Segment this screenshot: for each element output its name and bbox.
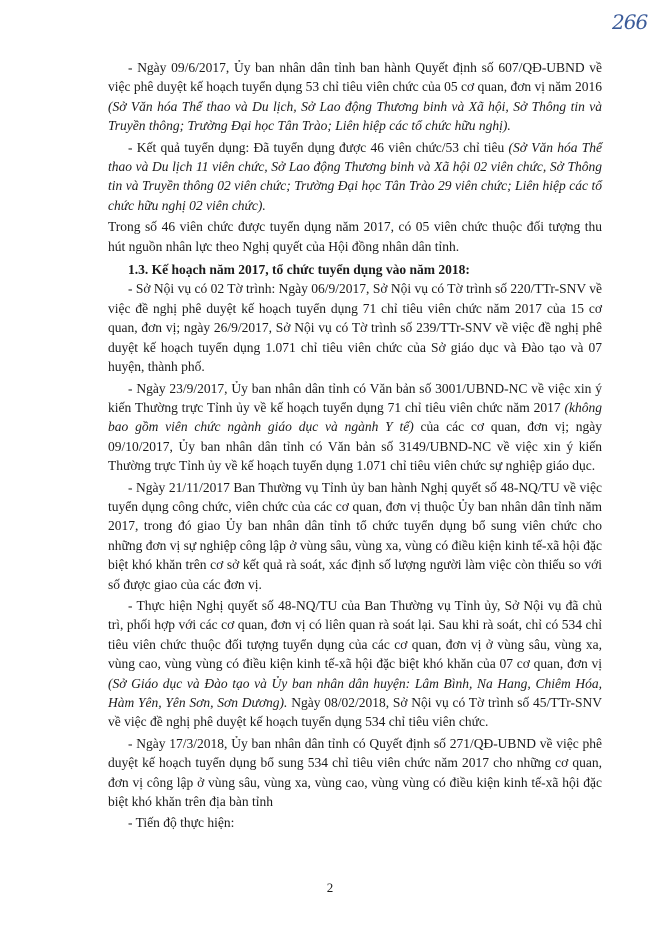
paragraph-document-3001: - Ngày 23/9/2017, Ủy ban nhân dân tỉnh có Văn bản số 3001/UBND-NC về việc xin ý kiến Thường trực Tỉnh ủy về kế hoạch tuyển dụng 71 chỉ tiêu viên chức năm 2017 (không bao gồm viên chức ngành giáo dục và ngành Y tế) của các cơ quan, đơn vị; ngày 09/10/2017, Ủy ban nhân dân tỉnh có Văn bản số 3149/UBND-NC về việc xin ý kiến Thường trực Tỉnh ủy về kế hoạch tuyển dụng 1.071 chỉ tiêu viên chức sự nghiệp giáo dục. (108, 380, 603, 474)
paragraph-recruitment-result: - Kết quả tuyển dụng: Đã tuyển dụng được 46 viên chức/53 chỉ tiêu (Sở Văn hóa Thể thao và Du lịch 11 viên chức, Sở Lao động Thương binh và Xã hội 02 viên chức, Sở Thông tin và Truyền thông 02 viên chức; Trường Đại học Tân Trào 29 viên chức; Liên hiệp các tổ chức hữu nghị 02 viên chức). (108, 139, 602, 213)
handwritten-page-number: 266 (612, 10, 648, 34)
document-body (108, 58, 602, 835)
page-number: 2 (326, 880, 334, 895)
paragraph-decision-271: - Ngày 17/3/2018, Ủy ban nhân dân tỉnh có Quyết định số 271/QĐ-UBND về việc phê duyệt kế hoạch tuyển dụng bổ sung 534 chỉ tiêu viên chức năm 2017 cho những cơ quan, đơn vị công lập ở vùng sâu, vùng xa, vùng cao, vùng vùng có điều kiện kinh tế-xã hội đặc biệt khó khăn trên địa bàn tỉnh (108, 735, 602, 810)
section-heading-1-3: 1.3. Kế hoạch năm 2017, tổ chức tuyển dụng vào năm 2018: (128, 262, 470, 278)
paragraph-decision-607: - Ngày 09/6/2017, Ủy ban nhân dân tỉnh ban hành Quyết định số 607/QĐ-UBND về việc phê duyệt kế hoạch tuyển dụng 53 chỉ tiêu viên chức của 05 cơ quan, đơn vị năm 2016 (Sở Văn hóa Thể thao và Du lịch, Sở Lao động Thương binh và Xã hội, Sở Thông tin và Truyền thông; Trường Đại học Tân Trào; Liên hiệp các tổ chức hữu nghị). (108, 60, 602, 134)
paragraph-progress: - Tiến độ thực hiện: (128, 815, 235, 831)
paragraph-implementation: - Thực hiện Nghị quyết số 48-NQ/TU của Ban Thường vụ Tỉnh ủy, Sở Nội vụ đã chủ trì, phối hợp với các cơ quan, đơn vị có liên quan rà soát lại. Sau khi rà soát, chỉ có 534 chỉ tiêu viên chức thuộc đối tượng tuyển dụng của các cơ quan, đơn vị ở vùng sâu, vùng xa, vùng cao, vùng vùng có điều kiện kinh tế-xã hội đặc biệt khó khăn của 07 cơ quan, đơn vị (Sở Giáo dục và Đào tạo và Ủy ban nhân dân huyện: Lâm Bình, Na Hang, Chiêm Hóa, Hàm Yên, Yên Sơn, Sơn Dương). Ngày 08/02/2018, Sở Nội vụ có Tờ trình số 45/TTr-SNV về việc đề nghị phê duyệt kế hoạch tuyển dụng 534 chỉ tiêu viên chức. (108, 597, 602, 730)
paragraph-proposals: - Sở Nội vụ có 02 Tờ trình: Ngày 06/9/2017, Sở Nội vụ có Tờ trình số 220/TTr-SNV về việc đề nghị phê duyệt kế hoạch tuyển dụng 71 chỉ tiêu viên chức năm 2017 của 15 cơ quan, đơn vị; ngày 26/9/2017, Sở Nội vụ có Tờ trình số 239/TTr-SNV về việc đề nghị phê duyệt kế hoạch tuyển dụng 1.071 chỉ tiêu viên chức của Sở giáo dục và Đào tạo và 07 huyện, thành phố. (108, 281, 602, 375)
paragraph-resolution-48: - Ngày 21/11/2017 Ban Thường vụ Tỉnh ủy ban hành Nghị quyết số 48-NQ/TU về việc tuyển dụng công chức, viên chức của các cơ quan, đơn vị thuộc Ủy ban nhân dân tỉnh năm 2017, trong đó giao Ủy ban nhân dân tỉnh tổ chức tuyển dụng bổ sung viên chức cho những đơn vị sự nghiệp công lập ở vùng sâu, vùng xa, vùng có điều kiện kinh tế-xã hội đặc biệt khó khăn trên cơ sở kết quả rà soát, xác định số lượng người làm việc còn thiếu so với số được giao của các đơn vị. (108, 479, 602, 592)
paragraph-recruitment-note: Trong số 46 viên chức được tuyển dụng năm 2017, có 05 viên chức thuộc đối tượng thu hút nguồn nhân lực theo Nghị quyết của Hội đồng nhân dân tỉnh. (108, 219, 602, 254)
